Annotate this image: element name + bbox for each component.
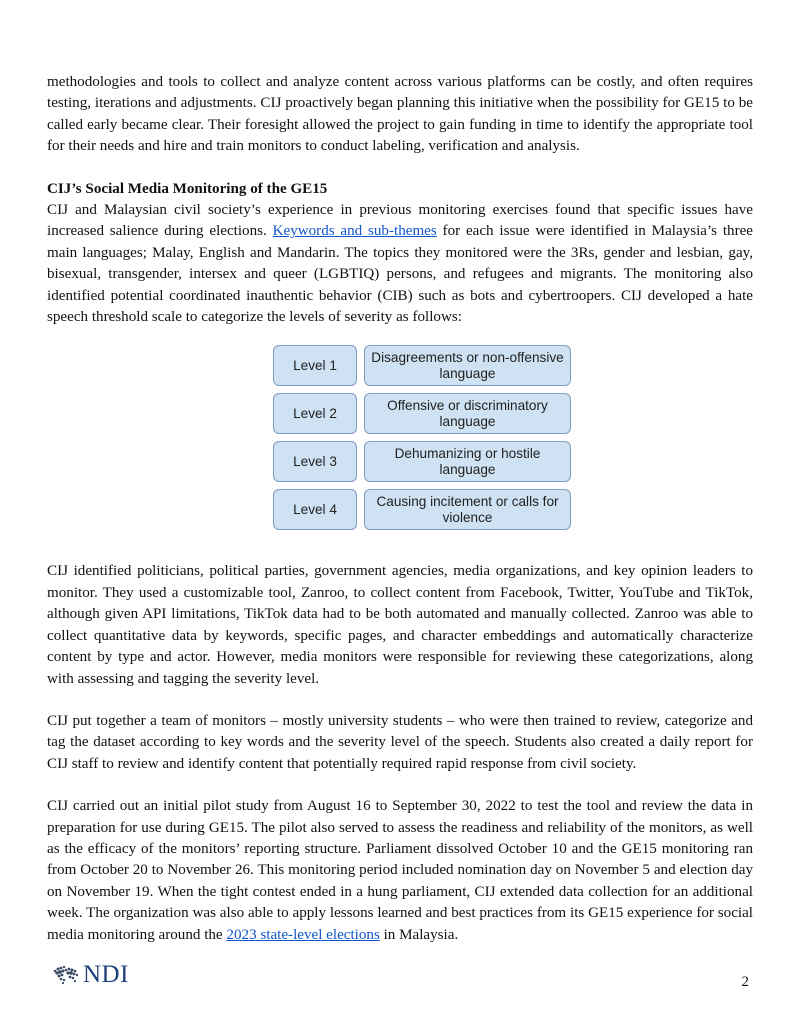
monitoring-paragraph	[47, 200, 753, 328]
logo-text: NDI	[83, 961, 129, 988]
level-description: Offensive or discriminatory language	[364, 393, 571, 434]
globe-icon	[51, 963, 81, 987]
level-row	[273, 489, 579, 532]
paragraph-text: in Malaysia.	[379, 926, 459, 943]
level-label: Level 1	[273, 345, 357, 386]
paragraph-text: CIJ and Malaysian civil society’s experience in previous monitoring exercises found that specific issues have increased salience during elections.	[47, 202, 753, 240]
keywords-link[interactable]: Keywords and sub-themes	[272, 223, 437, 240]
intro-paragraph: methodologies and tools to collect and analyze content across various platforms can be costly, and often requires testing, iterations and adjustments. CIJ proactively began planning this initiative when the possibility for GE15 to be called early became clear. Their foresight allowed the project to gain funding in time to identify the appropriate tool for their needs and hire and train monitors to conduct labeling, verification and analysis.	[47, 74, 753, 155]
paragraph-text: CIJ carried out an initial pilot study from August 16 to September 30, 2022 to test the tool and review the data in preparation for use during GE15. The pilot also served to assess the readiness and reliability of the monitors, as well as the efficacy of the monitors’ reporting structure. Parliament dissolved October 10 and the GE15 monitoring ran from October 20 to November 26. This monitoring period included nomination day on November 5 and election day on November 19. When the tight contest ended in a hung parliament, CIJ extended data collection for an additional week. The organization was also able to apply lessons learned and best practices from its GE15 experience for social media monitoring around the	[47, 798, 753, 943]
section-heading: CIJ’s Social Media Monitoring of the GE15	[47, 180, 328, 197]
document-page	[47, 72, 753, 946]
level-description: Disagreements or non-offensive language	[364, 345, 571, 386]
level-row	[273, 393, 579, 436]
page-number: 2	[741, 974, 749, 990]
tools-paragraph: CIJ identified politicians, political parties, government agencies, media organizations, and key opinion leaders to monitor. They used a customizable tool, Zanroo, to collect content from Facebook, Twitter, YouTube and TikTok, although given API limitations, TikTok data had to be both automated and manually collected. Zanroo was able to collect quantitative data by keywords, specific pages, and character embeddings and automatically characterize content by type and actor. However, media monitors were responsible for reviewing these categorizations, along with assessing and tagging the severity level.	[47, 563, 753, 687]
level-label: Level 4	[273, 489, 357, 530]
state-elections-link[interactable]: 2023 state-level elections	[226, 926, 380, 943]
level-label: Level 3	[273, 441, 357, 482]
paragraph-text: for each issue were identified in Malaysia’s three main languages; Malay, English and Mandarin. The topics they monitored were the 3Rs, gender and lesbian, gay, bisexual, transgender, intersex and queer (LGBTIQ) persons, and refugees and migrants. The monitoring also identified potential coordinated inauthentic behavior (CIB) such as bots and cybertroopers. CIJ developed a hate speech threshold scale to categorize the levels of severity as follows:	[47, 223, 753, 326]
severity-levels-diagram	[273, 345, 579, 539]
level-label: Level 2	[273, 393, 357, 434]
team-paragraph: CIJ put together a team of monitors – mostly university students – who were then trained to review, categorize and tag the dataset according to key words and the severity level of the speech. Students also created a daily report for CIJ staff to review and identify content that potentially required rapid response from civil society.	[47, 712, 753, 772]
pilot-paragraph	[47, 796, 753, 946]
level-description: Causing incitement or calls for violence	[364, 489, 571, 530]
level-row	[273, 345, 579, 388]
ndi-logo	[51, 962, 143, 988]
level-row	[273, 441, 579, 484]
level-description: Dehumanizing or hostile language	[364, 441, 571, 482]
